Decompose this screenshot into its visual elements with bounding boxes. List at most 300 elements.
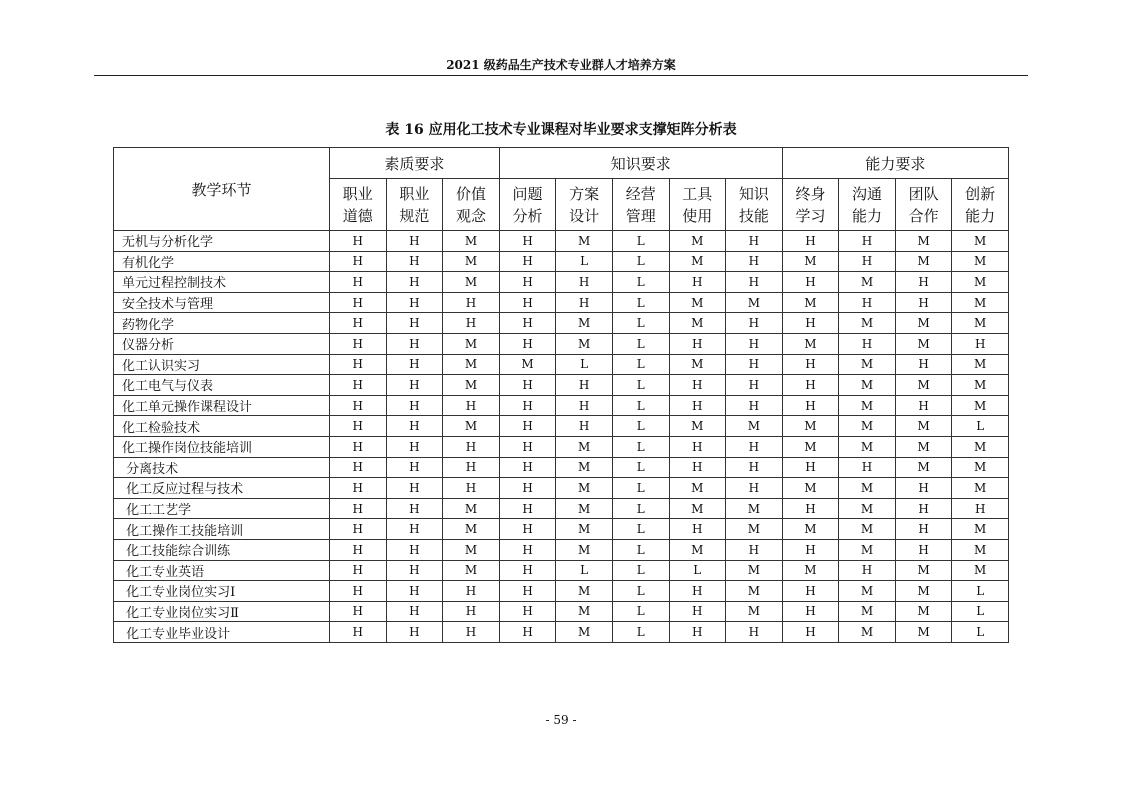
support-level-cell: M — [443, 333, 500, 354]
course-name-cell: 化工电气与仪表 — [114, 375, 330, 396]
support-level-cell: L — [612, 395, 669, 416]
column-header-text: 创新 — [965, 184, 996, 203]
table-row — [114, 272, 1009, 293]
support-level-cell: M — [726, 292, 783, 313]
support-level-cell: H — [386, 272, 443, 293]
page-number: - 59 - — [545, 713, 577, 727]
support-level-cell: M — [669, 416, 726, 437]
requirement-column-header — [556, 179, 613, 231]
support-level-cell: H — [499, 375, 556, 396]
support-level-cell: H — [669, 519, 726, 540]
support-level-cell: H — [386, 375, 443, 396]
column-header-text: 合作 — [908, 206, 939, 225]
column-header-text: 规范 — [399, 206, 430, 225]
support-level-cell: H — [839, 457, 896, 478]
support-level-cell: M — [669, 313, 726, 334]
column-header-text: 工具 — [682, 184, 713, 203]
course-name-cell: 化工单元操作课程设计 — [114, 395, 330, 416]
column-header-text: 管理 — [625, 206, 656, 225]
column-header-text: 经营 — [625, 184, 656, 203]
support-level-cell: M — [726, 560, 783, 581]
support-level-cell: M — [895, 375, 952, 396]
support-level-cell: M — [895, 231, 952, 252]
table-row — [114, 333, 1009, 354]
support-level-cell: L — [612, 457, 669, 478]
support-level-cell: M — [952, 519, 1009, 540]
support-level-cell: L — [612, 272, 669, 293]
course-name-cell: 化工专业岗位实习Ⅱ — [114, 601, 330, 622]
support-level-cell: H — [499, 498, 556, 519]
support-level-cell: L — [612, 354, 669, 375]
requirement-column-header — [895, 179, 952, 231]
support-level-cell: M — [782, 436, 839, 457]
support-level-cell: M — [556, 601, 613, 622]
course-name-cell: 单元过程控制技术 — [114, 272, 330, 293]
course-name-cell: 化工操作工技能培训 — [114, 519, 330, 540]
support-level-cell: H — [330, 436, 387, 457]
course-name-cell: 分离技术 — [114, 457, 330, 478]
support-level-cell: M — [782, 478, 839, 499]
support-level-cell: M — [556, 622, 613, 643]
support-level-cell: H — [726, 354, 783, 375]
support-level-cell: M — [669, 354, 726, 375]
table-row — [114, 416, 1009, 437]
support-matrix-table — [113, 147, 1009, 643]
support-level-cell: M — [952, 272, 1009, 293]
support-level-cell: H — [443, 622, 500, 643]
support-level-cell: M — [839, 436, 896, 457]
support-level-cell: M — [556, 478, 613, 499]
support-level-cell: H — [330, 231, 387, 252]
support-level-cell: H — [782, 375, 839, 396]
support-level-cell: H — [499, 622, 556, 643]
support-level-cell: H — [330, 251, 387, 272]
support-level-cell: M — [952, 292, 1009, 313]
support-level-cell: M — [443, 272, 500, 293]
support-level-cell: M — [952, 560, 1009, 581]
requirement-column-header — [839, 179, 896, 231]
support-level-cell: M — [556, 539, 613, 560]
requirement-group-header: 知识要求 — [499, 148, 782, 179]
support-level-cell: M — [782, 251, 839, 272]
support-level-cell: M — [669, 231, 726, 252]
support-level-cell: L — [612, 601, 669, 622]
support-level-cell: M — [726, 498, 783, 519]
support-level-cell: H — [443, 601, 500, 622]
support-level-cell: H — [330, 375, 387, 396]
course-name-cell: 化工认识实习 — [114, 354, 330, 375]
support-level-cell: L — [612, 313, 669, 334]
column-header-text: 价值 — [455, 184, 486, 203]
support-level-cell: M — [839, 313, 896, 334]
support-level-cell: H — [726, 375, 783, 396]
support-level-cell: H — [669, 272, 726, 293]
support-level-cell: H — [499, 581, 556, 602]
support-level-cell: L — [952, 581, 1009, 602]
support-level-cell: M — [952, 313, 1009, 334]
table-row — [114, 375, 1009, 396]
column-header-text: 知识 — [738, 184, 769, 203]
table-row — [114, 601, 1009, 622]
support-level-cell: H — [386, 395, 443, 416]
support-level-cell: L — [612, 251, 669, 272]
table-row — [114, 539, 1009, 560]
support-level-cell: L — [669, 560, 726, 581]
table-row — [114, 251, 1009, 272]
support-level-cell: H — [443, 457, 500, 478]
support-level-cell: H — [782, 231, 839, 252]
support-level-cell: M — [669, 539, 726, 560]
table-row — [114, 560, 1009, 581]
support-level-cell: H — [386, 251, 443, 272]
support-level-cell: H — [895, 539, 952, 560]
support-level-cell: H — [330, 333, 387, 354]
support-level-cell: L — [612, 333, 669, 354]
page-header: 2021 级药品生产技术专业群人才培养方案 — [94, 55, 1028, 76]
course-name-cell: 化工专业毕业设计 — [114, 622, 330, 643]
support-level-cell: H — [330, 272, 387, 293]
course-name-cell: 安全技术与管理 — [114, 292, 330, 313]
column-header-text: 职业 — [342, 184, 373, 203]
support-level-cell: H — [839, 333, 896, 354]
support-level-cell: M — [726, 519, 783, 540]
support-level-cell: L — [612, 622, 669, 643]
support-level-cell: M — [839, 601, 896, 622]
column-header-text: 能力 — [852, 206, 883, 225]
support-level-cell: H — [669, 601, 726, 622]
support-level-cell: H — [782, 622, 839, 643]
support-level-cell: M — [895, 416, 952, 437]
table-row — [114, 478, 1009, 499]
support-level-cell: H — [499, 436, 556, 457]
support-level-cell: M — [726, 601, 783, 622]
support-level-cell: H — [726, 333, 783, 354]
column-header-text: 设计 — [569, 206, 600, 225]
support-level-cell: L — [612, 519, 669, 540]
support-level-cell: H — [330, 519, 387, 540]
support-level-cell: H — [443, 436, 500, 457]
support-level-cell: H — [386, 416, 443, 437]
support-level-cell: H — [556, 292, 613, 313]
course-name-cell: 化工工艺学 — [114, 498, 330, 519]
support-level-cell: H — [330, 498, 387, 519]
support-level-cell: H — [386, 292, 443, 313]
support-level-cell: M — [782, 333, 839, 354]
requirement-group-header: 素质要求 — [330, 148, 500, 179]
support-level-cell: M — [839, 395, 896, 416]
support-level-cell: L — [612, 560, 669, 581]
requirement-column-header — [726, 179, 783, 231]
requirement-column-header — [952, 179, 1009, 231]
support-level-cell: H — [330, 581, 387, 602]
table-row — [114, 231, 1009, 252]
support-level-cell: H — [782, 272, 839, 293]
table-row — [114, 354, 1009, 375]
support-level-cell: M — [443, 231, 500, 252]
support-level-cell: H — [895, 498, 952, 519]
support-level-cell: H — [669, 375, 726, 396]
requirement-column-header — [386, 179, 443, 231]
support-level-cell: M — [952, 231, 1009, 252]
support-level-cell: H — [443, 395, 500, 416]
support-level-cell: M — [782, 560, 839, 581]
support-level-cell: M — [952, 354, 1009, 375]
support-level-cell: H — [782, 395, 839, 416]
course-name-cell: 化工技能综合训练 — [114, 539, 330, 560]
support-level-cell: H — [443, 313, 500, 334]
support-level-cell: H — [726, 478, 783, 499]
support-level-cell: H — [669, 333, 726, 354]
support-level-cell: H — [443, 581, 500, 602]
support-level-cell: H — [839, 231, 896, 252]
support-level-cell: M — [726, 581, 783, 602]
support-level-cell: M — [839, 581, 896, 602]
column-header-text: 终身 — [795, 184, 826, 203]
support-level-cell: M — [895, 313, 952, 334]
support-level-cell: H — [782, 581, 839, 602]
column-header-text: 方案 — [569, 184, 600, 203]
column-header-text: 职业 — [399, 184, 430, 203]
support-level-cell: H — [895, 519, 952, 540]
support-level-cell: L — [612, 498, 669, 519]
support-level-cell: H — [726, 251, 783, 272]
requirement-column-header — [782, 179, 839, 231]
support-level-cell: L — [612, 478, 669, 499]
support-level-cell: H — [952, 498, 1009, 519]
support-level-cell: M — [556, 457, 613, 478]
support-level-cell: H — [330, 478, 387, 499]
support-level-cell: H — [443, 292, 500, 313]
support-level-cell: M — [952, 478, 1009, 499]
support-level-cell: H — [386, 436, 443, 457]
support-level-cell: H — [386, 622, 443, 643]
support-level-cell: M — [952, 539, 1009, 560]
support-level-cell: M — [895, 622, 952, 643]
support-level-cell: H — [895, 272, 952, 293]
table-row — [114, 581, 1009, 602]
column-header-text: 使用 — [682, 206, 713, 225]
support-level-cell: H — [499, 333, 556, 354]
support-level-cell: M — [895, 601, 952, 622]
support-level-cell: H — [499, 251, 556, 272]
support-level-cell: H — [386, 498, 443, 519]
support-level-cell: H — [386, 231, 443, 252]
support-level-cell: L — [952, 416, 1009, 437]
support-level-cell: L — [556, 354, 613, 375]
support-level-cell: H — [330, 622, 387, 643]
support-level-cell: H — [499, 231, 556, 252]
support-level-cell: H — [330, 539, 387, 560]
support-level-cell: L — [612, 375, 669, 396]
support-level-cell: L — [612, 436, 669, 457]
table-row — [114, 457, 1009, 478]
support-level-cell: H — [330, 292, 387, 313]
course-name-cell: 无机与分析化学 — [114, 231, 330, 252]
support-level-cell: M — [782, 519, 839, 540]
support-level-cell: H — [499, 539, 556, 560]
support-level-cell: M — [556, 231, 613, 252]
support-level-cell: M — [556, 498, 613, 519]
course-name-cell: 化工操作岗位技能培训 — [114, 436, 330, 457]
support-level-cell: L — [612, 231, 669, 252]
support-level-cell: M — [443, 251, 500, 272]
column-header-text: 道德 — [342, 206, 373, 225]
support-level-cell: H — [895, 395, 952, 416]
support-level-cell: H — [726, 457, 783, 478]
requirement-column-header — [443, 179, 500, 231]
teaching-stage-header: 教学环节 — [114, 148, 330, 231]
support-level-cell: M — [839, 539, 896, 560]
requirement-column-header — [669, 179, 726, 231]
support-level-cell: H — [726, 313, 783, 334]
support-level-cell: M — [669, 292, 726, 313]
support-level-cell: H — [499, 478, 556, 499]
support-level-cell: H — [499, 395, 556, 416]
support-level-cell: H — [669, 457, 726, 478]
support-level-cell: M — [556, 313, 613, 334]
support-level-cell: L — [556, 251, 613, 272]
support-level-cell: M — [839, 375, 896, 396]
support-level-cell: M — [443, 519, 500, 540]
support-level-cell: H — [556, 416, 613, 437]
support-level-cell: H — [330, 395, 387, 416]
support-level-cell: H — [556, 375, 613, 396]
support-level-cell: H — [669, 581, 726, 602]
table-row — [114, 313, 1009, 334]
support-level-cell: H — [386, 333, 443, 354]
column-header-text: 技能 — [738, 206, 769, 225]
support-level-cell: H — [782, 354, 839, 375]
support-level-cell: H — [952, 333, 1009, 354]
support-level-cell: H — [669, 622, 726, 643]
support-level-cell: H — [386, 313, 443, 334]
support-level-cell: H — [499, 560, 556, 581]
support-level-cell: M — [669, 498, 726, 519]
support-level-cell: M — [952, 436, 1009, 457]
requirement-column-header — [612, 179, 669, 231]
support-level-cell: H — [782, 539, 839, 560]
support-level-cell: H — [330, 416, 387, 437]
support-level-cell: H — [386, 519, 443, 540]
support-level-cell: M — [556, 519, 613, 540]
support-level-cell: H — [386, 478, 443, 499]
support-level-cell: H — [839, 292, 896, 313]
support-level-cell: H — [895, 478, 952, 499]
support-level-cell: H — [726, 231, 783, 252]
table-row — [114, 498, 1009, 519]
requirement-column-header — [330, 179, 387, 231]
support-level-cell: M — [782, 292, 839, 313]
support-level-cell: M — [839, 272, 896, 293]
table-row — [114, 292, 1009, 313]
support-level-cell: M — [839, 354, 896, 375]
support-level-cell: H — [726, 436, 783, 457]
support-level-cell: M — [669, 478, 726, 499]
support-level-cell: L — [612, 416, 669, 437]
support-level-cell: H — [782, 457, 839, 478]
table-row — [114, 395, 1009, 416]
support-level-cell: H — [726, 395, 783, 416]
support-level-cell: H — [386, 601, 443, 622]
support-level-cell: H — [330, 354, 387, 375]
support-level-cell: H — [386, 581, 443, 602]
support-level-cell: M — [443, 375, 500, 396]
support-level-cell: H — [839, 560, 896, 581]
column-header-text: 观念 — [455, 206, 486, 225]
support-level-cell: L — [952, 601, 1009, 622]
support-level-cell: M — [895, 560, 952, 581]
support-level-cell: H — [726, 539, 783, 560]
support-level-cell: H — [386, 354, 443, 375]
support-level-cell: M — [443, 539, 500, 560]
support-level-cell: M — [443, 560, 500, 581]
support-level-cell: H — [499, 457, 556, 478]
support-level-cell: M — [443, 354, 500, 375]
support-level-cell: H — [499, 519, 556, 540]
column-header-text: 沟通 — [852, 184, 883, 203]
support-level-cell: M — [556, 333, 613, 354]
support-level-cell: M — [895, 436, 952, 457]
support-level-cell: H — [499, 313, 556, 334]
support-level-cell: M — [952, 375, 1009, 396]
support-level-cell: M — [839, 498, 896, 519]
support-level-cell: L — [556, 560, 613, 581]
course-name-cell: 仪器分析 — [114, 333, 330, 354]
table-row — [114, 436, 1009, 457]
course-name-cell: 化工专业岗位实习Ⅰ — [114, 581, 330, 602]
support-level-cell: H — [726, 272, 783, 293]
column-header-text: 学习 — [795, 206, 826, 225]
support-level-cell: M — [499, 354, 556, 375]
support-level-cell: H — [330, 457, 387, 478]
support-level-cell: H — [330, 601, 387, 622]
course-name-cell: 化工专业英语 — [114, 560, 330, 581]
support-level-cell: H — [839, 251, 896, 272]
support-level-cell: L — [612, 292, 669, 313]
support-level-cell: M — [952, 251, 1009, 272]
support-level-cell: H — [330, 560, 387, 581]
support-level-cell: H — [443, 478, 500, 499]
course-name-cell: 有机化学 — [114, 251, 330, 272]
support-level-cell: H — [782, 313, 839, 334]
support-level-cell: H — [499, 601, 556, 622]
support-level-cell: M — [782, 416, 839, 437]
table-row — [114, 519, 1009, 540]
support-level-cell: H — [895, 292, 952, 313]
support-level-cell: M — [952, 457, 1009, 478]
support-level-cell: H — [669, 436, 726, 457]
support-level-cell: H — [556, 395, 613, 416]
support-level-cell: L — [952, 622, 1009, 643]
column-header-text: 能力 — [965, 206, 996, 225]
support-level-cell: M — [556, 436, 613, 457]
requirement-group-header: 能力要求 — [782, 148, 1008, 179]
table-title: 表 16 应用化工技术专业课程对毕业要求支撑矩阵分析表 — [385, 122, 737, 138]
column-header-text: 分析 — [512, 206, 543, 225]
support-level-cell: H — [386, 560, 443, 581]
requirement-column-header — [499, 179, 556, 231]
support-level-cell: H — [386, 539, 443, 560]
support-level-cell: M — [895, 251, 952, 272]
support-level-cell: H — [782, 601, 839, 622]
table-row — [114, 622, 1009, 643]
support-level-cell: M — [839, 622, 896, 643]
column-header-text: 团队 — [908, 184, 939, 203]
support-level-cell: L — [612, 539, 669, 560]
support-level-cell: M — [839, 519, 896, 540]
support-level-cell: H — [499, 416, 556, 437]
support-level-cell: M — [839, 478, 896, 499]
